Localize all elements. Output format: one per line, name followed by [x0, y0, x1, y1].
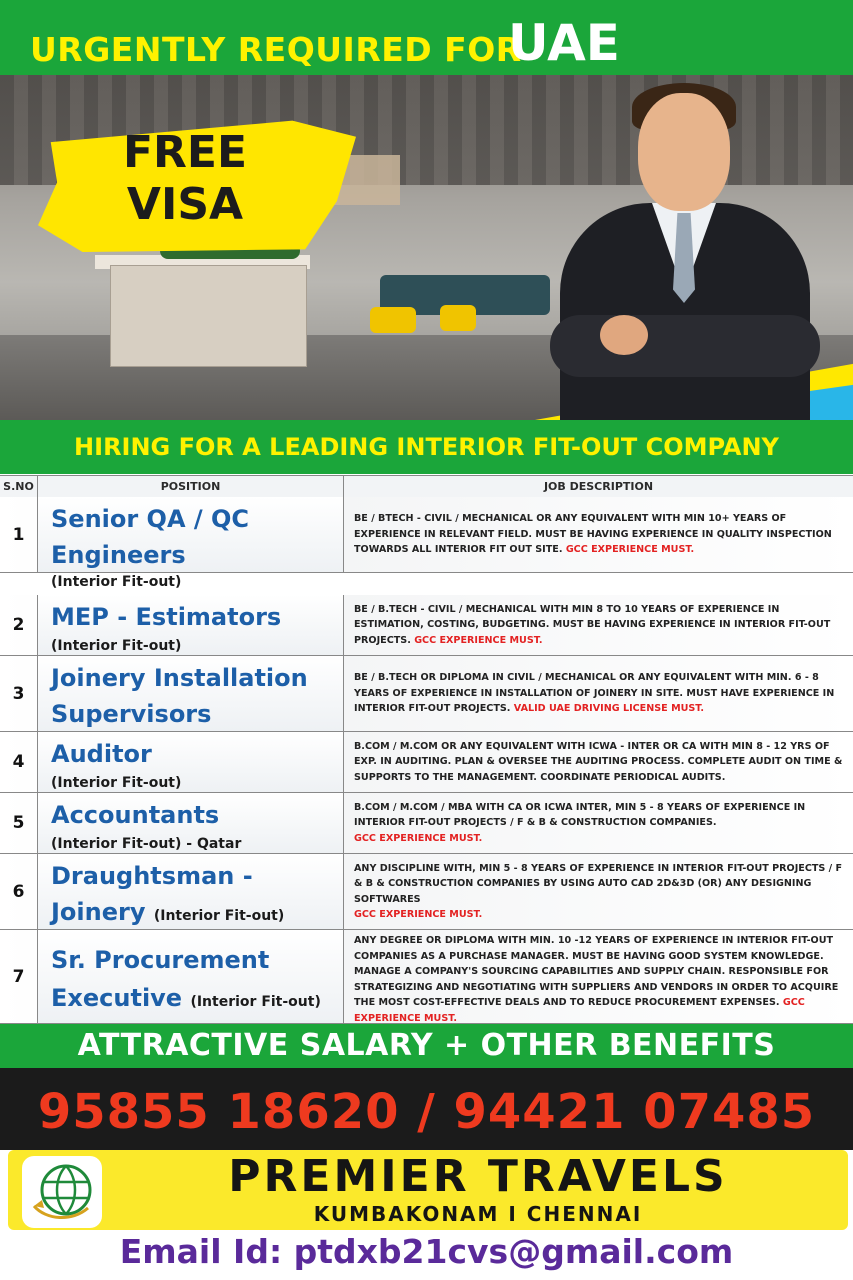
description-body: BE / BTECH - CIVIL / MECHANICAL OR ANY EQUIVALENT WITH MIN 10+ YEARS OF EXPERIENCE IN RELEVANT FIELD. MUST BE HAVING EXPERIENCE IN QUALITY INSPECTION TOWARDS ALL INTERIOR FIT OUT SITE.: [354, 513, 832, 556]
position-title: Accountants: [51, 801, 220, 829]
table-row: [0, 793, 853, 854]
badge-free-text: FREE: [122, 127, 248, 178]
description-note: GCC EXPERIENCE MUST.: [565, 544, 695, 556]
salary-text: ATTRACTIVE SALARY + OTHER BENEFITS: [77, 1028, 776, 1063]
description-body: ANY DEGREE OR DIPLOMA WITH MIN. 10 -12 YEARS OF EXPERIENCE IN INTERIOR FIT-OUT COMPANIES AS A PURCHASE MANAGER. MUST BE HAVING GOOD SYSTEM KNOWLEDGE. MANAGE A COMPANY'S SOURCING CAPABILITIES AND SUPPLY CHAIN. RESPONSIBLE FOR STRATEGIZING AND NEGOTIATING WITH SUPPLIERS AND VENDORS IN ORDER TO ACQUIRE THE MOST COST-EFFECTIVE DEALS AND TO REDUCE PROCUREMENT EXPENSES.: [354, 935, 839, 1008]
position-sub: (Interior Fit-out): [51, 574, 182, 590]
hiring-text: HIRING FOR A LEADING INTERIOR FIT-OUT COMPANY: [74, 433, 779, 461]
row-description: [344, 930, 853, 1023]
position-title-line2: Engineers: [51, 541, 186, 569]
description-body: BE / B.TECH - CIVIL / MECHANICAL WITH MIN 8 TO 10 YEARS OF EXPERIENCE IN ESTIMATION, COSTING, BUDGETING. MUST BE HAVING EXPERIENCE IN INTERIOR FIT-OUT PROJECTS.: [354, 603, 831, 646]
description-note: GCC EXPERIENCE MUST.: [354, 909, 483, 920]
description-body: BE / B.TECH OR DIPLOMA IN CIVIL / MECHANICAL OR ANY EQUIVALENT WITH MIN. 6 - 8 YEARS OF EXPERIENCE IN INSTALLATION OF JOINERY IN SITE. MUST HAVE EXPERIENCE IN INTERIOR FIT-OUT PROJECTS.: [354, 672, 835, 715]
table-row: [0, 732, 853, 793]
position-title: Sr. Procurement: [51, 946, 270, 974]
face: [638, 93, 730, 211]
row-sno: 7: [0, 930, 38, 1023]
description-text: [354, 511, 849, 558]
yellow-chair: [370, 307, 416, 333]
position-title-line2: [51, 894, 284, 934]
company-name: PREMIER TRAVELS: [228, 1151, 728, 1202]
position-sub: (Interior Fit-out): [51, 775, 182, 791]
description-text: [354, 800, 849, 847]
description-body: B.COM / M.COM OR ANY EQUIVALENT WITH ICWA - INTER OR CA WITH MIN 8 - 12 YRS OF EXP. IN AUDITING. PLAN & OVERSEE THE AUDITING PROCESS. COMPLETE AUDIT ON TIME & SUPPORTS TO THE MANAGEMENT. COORDINATE PERIODICAL AUDITS.: [354, 740, 843, 783]
header-position: POSITION: [38, 476, 344, 498]
row-description: [344, 854, 853, 929]
description-text: [354, 739, 849, 786]
row-position: [38, 930, 344, 1023]
description-note: GCC EXPERIENCE MUST.: [354, 832, 483, 844]
table-row: [0, 497, 853, 573]
position-title-line2: Supervisors: [51, 700, 212, 728]
description-note: GCC EXPERIENCE MUST.: [354, 997, 805, 1024]
email-address[interactable]: Email Id: ptdxb21cvs@gmail.com: [119, 1232, 734, 1271]
table-row: [0, 930, 853, 1024]
row-description: [344, 793, 853, 853]
position-title: Draughtsman -: [51, 862, 253, 890]
row-sno: 2: [0, 595, 38, 655]
position-sub: (Interior Fit-out): [51, 638, 182, 654]
row-position: [38, 793, 344, 853]
position-title: Auditor: [51, 740, 152, 768]
position-title: MEP - Estimators: [51, 603, 282, 631]
header-country: UAE: [508, 14, 620, 72]
hand: [600, 315, 648, 355]
row-sno: 3: [0, 656, 38, 731]
description-body: ANY DISCIPLINE WITH, MIN 5 - 8 YEARS OF EXPERIENCE IN INTERIOR FIT-OUT PROJECTS / F & B & CONSTRUCTION COMPANIES BY USING AUTO CAD 2D&3D (OR) ANY DESIGNING SOFTWARES: [354, 862, 843, 905]
header-sno: S.NO: [0, 476, 38, 498]
row-sno: 4: [0, 732, 38, 792]
company-cities: KUMBAKONAM I CHENNAI: [313, 1202, 643, 1226]
phone-numbers[interactable]: 95855 18620 / 94421 07485: [37, 1084, 816, 1140]
yellow-table: [440, 305, 476, 331]
row-position: [38, 732, 344, 792]
position-title: Senior QA / QC: [51, 505, 250, 533]
description-note: VALID UAE DRIVING LICENSE MUST.: [513, 703, 705, 715]
row-sno: 1: [0, 497, 38, 572]
company-logo: [22, 1156, 102, 1228]
row-description: [344, 656, 853, 731]
row-description: [344, 732, 853, 792]
row-position: [38, 656, 344, 731]
row-position: [38, 595, 344, 655]
header-job-description: JOB DESCRIPTION: [543, 480, 654, 493]
row-position: [38, 497, 344, 572]
table-row: [0, 656, 853, 732]
company-banner: [8, 1150, 848, 1230]
row-description: [344, 497, 853, 572]
row-position: [38, 854, 344, 929]
row-description: [344, 595, 853, 655]
description-note: GCC EXPERIENCE MUST.: [414, 634, 543, 646]
phone-band: [0, 1068, 853, 1154]
position-title: Joinery Installation: [51, 664, 308, 692]
position-title-line2: [51, 980, 321, 1020]
description-body: B.COM / M.COM / MBA WITH CA OR ICWA INTER, MIN 5 - 8 YEARS OF EXPERIENCE IN INTERIOR FIT-OUT PROJECTS / F & B & CONSTRUCTION COMPANIES.: [354, 801, 806, 829]
table-header: [0, 475, 853, 499]
footer: [0, 1150, 853, 1280]
row-sno: 6: [0, 854, 38, 929]
description-text: [354, 861, 849, 923]
position-title-word: Executive: [51, 984, 183, 1012]
position-sub: (Interior Fit-out) - Qatar: [51, 836, 242, 852]
position-title-word: Joinery: [51, 898, 146, 926]
globe-plane-icon: [28, 1160, 96, 1224]
businessman-image: [520, 75, 840, 420]
description-text: [354, 602, 849, 649]
position-sub: (Interior Fit-out): [190, 994, 321, 1010]
badge-visa-text: VISA: [126, 179, 244, 230]
position-sub: (Interior Fit-out): [153, 908, 285, 924]
description-text: [354, 670, 849, 717]
table-row: [0, 854, 853, 930]
header-band: [0, 0, 853, 75]
hiring-band: [0, 420, 853, 474]
salary-band: [0, 1024, 853, 1068]
crossed-arms: [550, 315, 820, 377]
row-sno: 5: [0, 793, 38, 853]
description-text: [354, 933, 849, 1026]
office-counter: [110, 265, 307, 367]
table-row: [0, 595, 853, 656]
header-prefix: URGENTLY REQUIRED FOR: [30, 30, 522, 69]
